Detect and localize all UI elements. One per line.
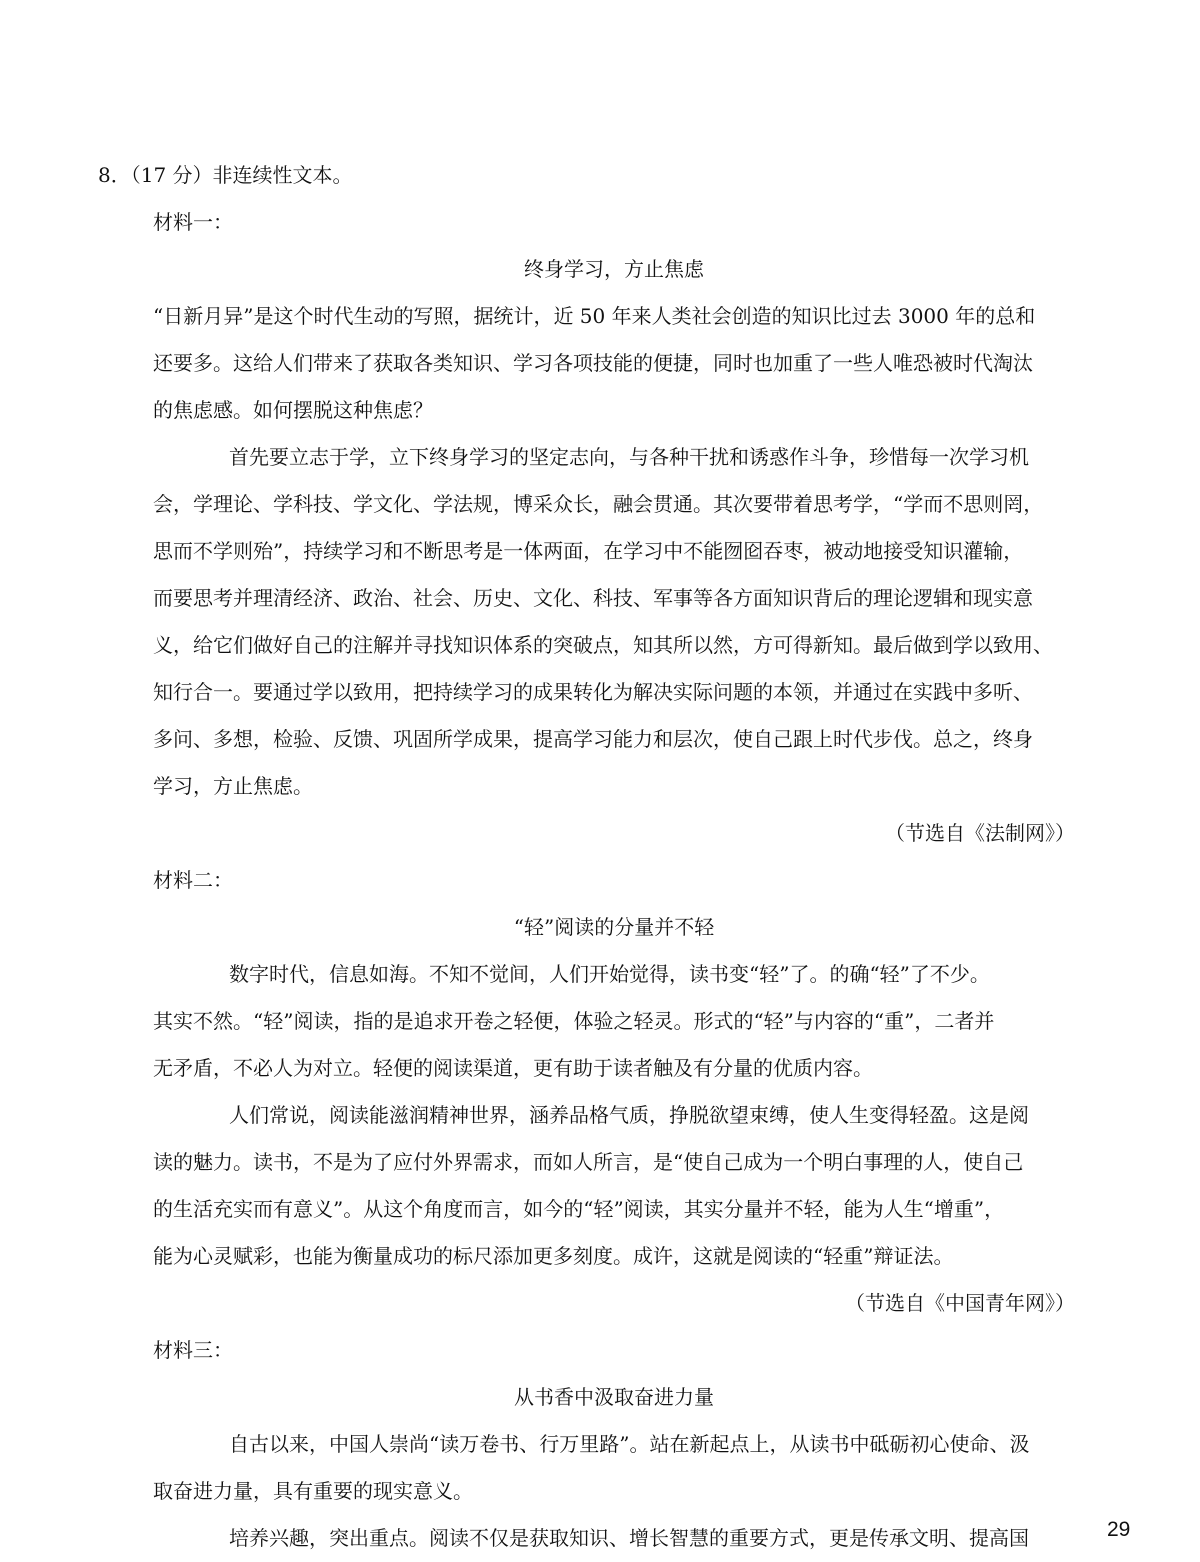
material-3-para1-first: 自古以来，中国人崇尚“读万卷书、行万里路”。站在新起点上，从读书中砥砺初心使命、汲 xyxy=(229,1432,1030,1456)
material-3-para1-line: 取奋进力量，具有重要的现实意义。 xyxy=(153,1479,473,1503)
material-1-title: 终身学习，方止焦虑 xyxy=(524,257,704,281)
material-2-source: （节选自《中国青年网》） xyxy=(845,1291,1075,1315)
material-1-para2-first: 首先要立志于学，立下终身学习的坚定志向，与各种干扰和诱惑作斗争，珍惜每一次学习机 xyxy=(229,445,1029,469)
material-3-para2-first: 培养兴趣，突出重点。阅读不仅是获取知识、增长智慧的重要方式，更是传承文明、提高国 xyxy=(229,1526,1029,1550)
question-heading: 8．（17 分）非连续性文本。 xyxy=(98,163,353,187)
material-1-para2-line: 义，给它们做好自己的注解并寻找知识体系的突破点，知其所以然，方可得新知。最后做到学以致用、 xyxy=(153,633,1053,657)
material-1-line: 还要多。这给人们带来了获取各类知识、学习各项技能的便捷，同时也加重了一些人唯恐被时代淘汰 xyxy=(153,351,1033,375)
material-1-para2-line: 思而不学则殆”，持续学习和不断思考是一体两面，在学习中不能囫囵吞枣，被动地接受知识灌输， xyxy=(153,539,1024,563)
material-2-para2-line: 的生活充实而有意义”。从这个角度而言，如今的“轻”阅读，其实分量并不轻，能为人生“增重”， xyxy=(153,1197,1005,1221)
material-2-para2-first: 人们常说，阅读能滋润精神世界，涵养品格气质，挣脱欲望束缚，使人生变得轻盈。这是阅 xyxy=(229,1103,1029,1127)
material-1-para2-line: 会，学理论、学科技、学文化、学法规，博采众长，融会贯通。其次要带着思考学，“学而不思则罔， xyxy=(153,492,1044,516)
material-2-para1-line: 无矛盾，不必人为对立。轻便的阅读渠道，更有助于读者触及有分量的优质内容。 xyxy=(153,1056,873,1080)
material-2-para2-line: 能为心灵赋彩，也能为衡量成功的标尺添加更多刻度。成许，这就是阅读的“轻重”辩证法。 xyxy=(153,1244,954,1268)
material-3-label: 材料三： xyxy=(153,1338,233,1362)
material-1-line: “日新月异”是这个时代生动的写照，据统计，近 50 年来人类社会创造的知识比过去 3000 年的总和 xyxy=(153,304,1036,328)
material-1-para2-line: 而要思考并理清经济、政治、社会、历史、文化、科技、军事等各方面知识背后的理论逻辑和现实意 xyxy=(153,586,1033,610)
material-2-para1-first: 数字时代，信息如海。不知不觉间，人们开始觉得，读书变“轻”了。的确“轻”了不少。 xyxy=(229,962,990,986)
material-1-line: 的焦虑感。如何摆脱这种焦虑？ xyxy=(153,398,433,422)
material-1-para2-line: 学习，方止焦虑。 xyxy=(153,774,313,798)
material-1-para2-line: 知行合一。要通过学以致用，把持续学习的成果转化为解决实际问题的本领，并通过在实践中多听、 xyxy=(153,680,1033,704)
material-1-para2-line: 多问、多想，检验、反馈、巩固所学成果，提高学习能力和层次，使自己跟上时代步伐。总之，终身 xyxy=(153,727,1033,751)
material-3-title: 从书香中汲取奋进力量 xyxy=(514,1385,714,1409)
material-2-label: 材料二： xyxy=(153,868,233,892)
page-number: 29 xyxy=(1107,1518,1131,1541)
material-2-para1-line: 其实不然。“轻”阅读，指的是追求开卷之轻便，体验之轻灵。形式的“轻”与内容的“重”，二者并 xyxy=(153,1009,995,1033)
material-1-label: 材料一： xyxy=(153,210,233,234)
document-content xyxy=(98,152,1075,1562)
material-2-title: “轻”阅读的分量并不轻 xyxy=(513,915,715,939)
material-1-source: （节选自《法制网》） xyxy=(885,821,1075,845)
material-2-para2-line: 读的魅力。读书，不是为了应付外界需求，而如人所言，是“使自己成为一个明白事理的人，使自己 xyxy=(153,1150,1024,1174)
